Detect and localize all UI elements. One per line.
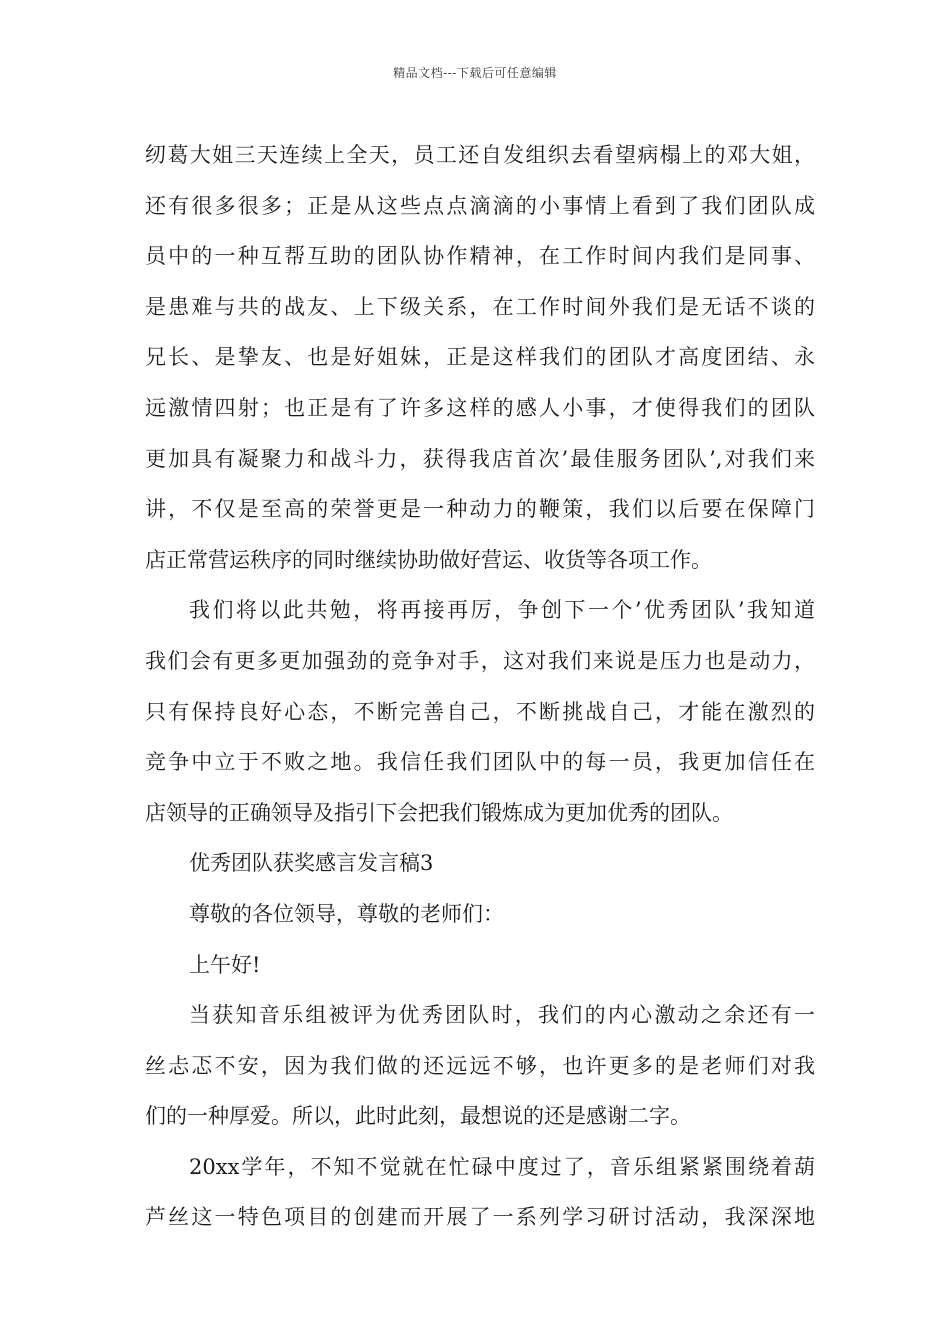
text-line: 兄长、是挚友、也是好姐妹，正是这样我们的团队才高度团结、永 bbox=[145, 345, 815, 370]
text-line: 当获知音乐组被评为优秀团队时，我们的内心激动之余还有一 bbox=[189, 1003, 815, 1028]
text-line: 更加具有凝聚力和战斗力，获得我店首次’最佳服务团队’,对我们来 bbox=[145, 446, 815, 471]
text-line: 远激情四射；也正是有了许多这样的感人小事，才使得我们的团队 bbox=[145, 395, 815, 420]
text-line: 是患难与共的战友、上下级关系，在工作时间外我们是无话不谈的 bbox=[145, 294, 815, 319]
text-line: 讲，不仅是至高的荣誉更是一种动力的鞭策，我们以后要在保障门 bbox=[145, 497, 815, 522]
text-line: 只有保持良好心态，不断完善自己，不断挑战自己，才能在激烈的 bbox=[145, 699, 815, 724]
text-line: 纫葛大姐三天连续上全天，员工还自发组织去看望病榻上的邓大姐， bbox=[145, 143, 815, 167]
text-line: 竞争中立于不败之地。我信任我们团队中的每一员，我更加信任在 bbox=[145, 750, 815, 775]
text-line: 芦丝这一特色项目的创建而开展了一系列学习研讨活动，我深深地 bbox=[145, 1205, 815, 1230]
text-line: 还有很多很多；正是从这些点点滴滴的小事情上看到了我们团队成 bbox=[145, 193, 815, 218]
text-line: 优秀团队获奖感言发言稿3 bbox=[189, 851, 434, 876]
text-line: 店领导的正确领导及指引下会把我们锻炼成为更加优秀的团队。 bbox=[145, 800, 733, 825]
text-line: 丝忐忑不安，因为我们做的还远远不够，也许更多的是老师们对我 bbox=[145, 1053, 815, 1078]
text-line: 员中的一种互帮互助的团队协作精神，在工作时间内我们是同事、 bbox=[145, 244, 815, 269]
text-line: 20xx学年，不知不觉就在忙碌中度过了，音乐组紧紧围绕着葫 bbox=[189, 1154, 815, 1179]
text-line: 店正常营运秩序的同时继续协助做好营运、收货等各项工作。 bbox=[145, 547, 712, 572]
document-body bbox=[145, 130, 815, 1243]
text-line: 尊敬的各位领导，尊敬的老师们： bbox=[189, 901, 504, 926]
text-line: 们的一种厚爱。所以，此时此刻，最想说的还是感谢二字。 bbox=[145, 1104, 691, 1129]
page-header: 精品文档---下载后可任意编辑 bbox=[393, 66, 557, 80]
text-line: 我们将以此共勉，将再接再厉，争创下一个’优秀团队’我知道 bbox=[189, 598, 815, 623]
text-line: 我们会有更多更加强劲的竞争对手，这对我们来说是压力也是动力， bbox=[145, 648, 815, 673]
text-line: 上午好! bbox=[189, 952, 261, 977]
